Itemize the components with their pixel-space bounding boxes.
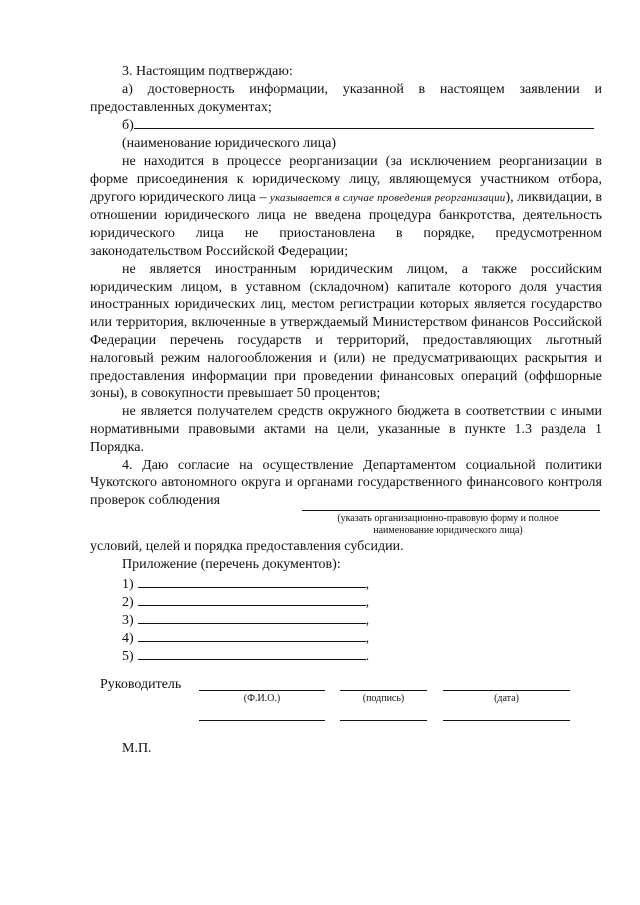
- date-caption: (дата): [494, 693, 519, 704]
- attachment-number: 1): [122, 577, 134, 592]
- attachment-item: [122, 592, 369, 612]
- consent-text: 4. Даю согласие на осуществление Департаментом социальной политики Чукотского автономного округа и органами государственного финансового контроля проверок соблюдения: [90, 457, 602, 509]
- attachment-line: [138, 592, 366, 606]
- attachment-end: ,: [365, 613, 370, 628]
- attachment-number: 5): [122, 649, 134, 664]
- attachment-end: ,: [365, 577, 370, 592]
- attachment-item: [122, 574, 369, 594]
- legal-entity-caption: (наименование юридического лица): [122, 136, 336, 152]
- date-line: [443, 690, 570, 691]
- consent-entity-line: [302, 510, 600, 511]
- section-3-heading: 3. Настоящим подтверждаю:: [122, 64, 293, 79]
- fio-line-2: [199, 720, 325, 721]
- attachment-line: [138, 574, 366, 588]
- attachment-item: [122, 628, 369, 648]
- sign-line-2: [340, 720, 427, 721]
- attachments-title: Приложение (перечень документов):: [122, 557, 341, 572]
- fio-line: [199, 690, 325, 691]
- section-3: [90, 63, 602, 510]
- item-b: [90, 116, 602, 135]
- attachment-item: [122, 610, 369, 630]
- attachment-line: [138, 610, 366, 624]
- attachment-line: [138, 628, 366, 642]
- item-a: а) достоверность информации, указанной в настоящем заявлении и предоставленных документах;: [90, 81, 602, 115]
- foreign-entity-paragraph: не является иностранным юридическим лицом, а также российским юридическим лицом, в уставном (складочном) капитале которого доля участия иностранных юридических лиц, местом регистрации которых является государство или территория, включенные в утверждаемый Министерством финансов Российской Федерации перечень государств и территорий, предоставляющих льготный налоговый режим налогообложения и (или) не предусматривающих раскрытия и предоставления информации при проведении финансовых операций (оффшорные зоны), в совокупности превышает 50 процентов;: [90, 261, 602, 402]
- attachment-number: 2): [122, 595, 134, 610]
- consent-end-text: условий, целей и порядка предоставления субсидии.: [90, 539, 404, 554]
- date-line-2: [443, 720, 570, 721]
- reorganization-italic-note: указывается в случае проведения реорганизации: [269, 191, 506, 204]
- reorganization-text-start: не находится в процессе реорганизации (за исключением реорганизации в форме присоединения к юридическому лицу, являющемуся участником отбора, другого юридического лица –: [90, 153, 602, 205]
- consent-paragraph: [90, 457, 602, 510]
- head-label: Руководитель: [100, 677, 182, 692]
- legal-entity-name-line: [134, 116, 594, 129]
- stamp-place: М.П.: [122, 741, 152, 756]
- consent-entity-caption: (указать организационно-правовую форму и полное наименование юридического лица): [337, 513, 559, 536]
- attachment-end: ,: [365, 595, 370, 610]
- attachment-number: 3): [122, 613, 134, 628]
- fio-caption: (Ф.И.О.): [243, 693, 281, 704]
- attachment-line: [138, 646, 366, 660]
- item-b-prefix: б): [122, 118, 134, 134]
- sign-line: [340, 690, 427, 691]
- reorganization-paragraph: [90, 153, 602, 261]
- reorganization-text-end: ), ликвидации, в отношении юридического лица не введена процедура банкротства, деятельность юридического лица не приостановлена в порядке, предусмотренном законодательством Российской Федерации;: [90, 189, 603, 259]
- attachment-number: 4): [122, 631, 134, 646]
- attachment-end: ,: [365, 631, 370, 646]
- budget-funds-paragraph: не является получателем средств окружного бюджета в соответствии с иными нормативными правовыми актами на цели, указанные в пункте 1.3 раздела 1 Порядка.: [90, 404, 602, 455]
- attachment-item: [122, 646, 369, 666]
- sign-caption: (подпись): [362, 693, 405, 704]
- attachment-end: .: [365, 649, 370, 664]
